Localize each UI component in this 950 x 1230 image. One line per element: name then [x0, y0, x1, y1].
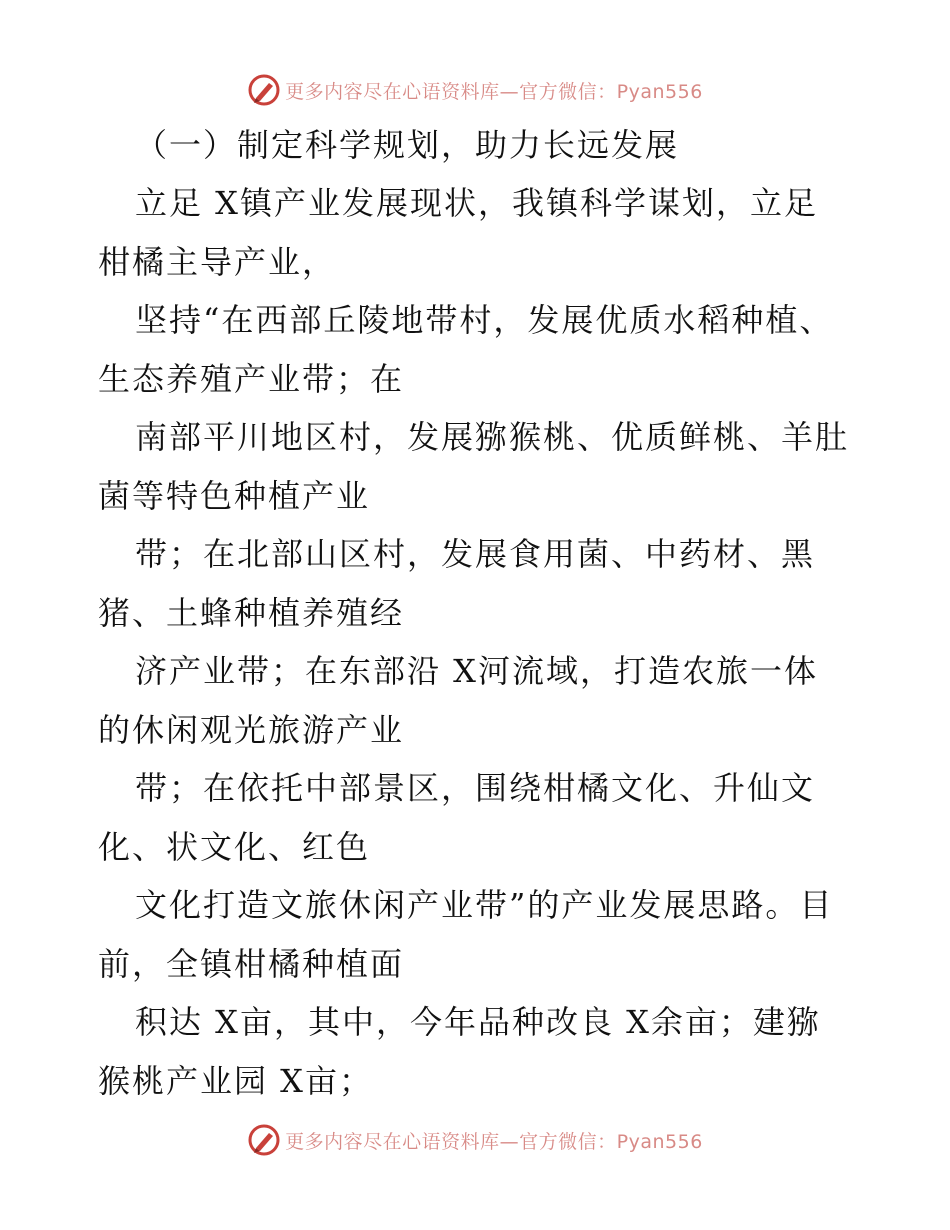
watermark-text: 更多内容尽在心语资料库—官方微信：Pyan556: [285, 1130, 703, 1153]
paragraph-line: 带；在北部山区村，发展食用菌、中药材、黑: [135, 535, 816, 573]
paragraph-line: 立足 X镇产业发展现状，我镇科学谋划，立足: [135, 184, 818, 222]
paragraph-line: 南部平川地区村，发展猕猴桃、优质鲜桃、羊肚: [135, 418, 850, 456]
watermark-header: [0, 70, 950, 110]
watermark-text: 更多内容尽在心语资料库—官方微信：Pyan556: [285, 80, 703, 103]
paragraph-line: 前，全镇柑橘种植面: [98, 945, 405, 983]
paragraph-line: 积达 X亩，其中，今年品种改良 X余亩；建猕: [135, 1003, 821, 1041]
paragraph-line: 猪、土蜂种植养殖经: [98, 594, 405, 632]
paragraph-line: 菌等特色种植产业: [98, 477, 371, 515]
section-heading: （一）制定科学规划，助力长远发展: [135, 126, 680, 164]
paragraph-line: 带；在依托中部景区，围绕柑橘文化、升仙文: [135, 769, 816, 807]
paragraph-line: 猴桃产业园 X亩；: [98, 1062, 373, 1100]
paragraph-line: 生态养殖产业带；在: [98, 360, 405, 398]
paragraph-line: 济产业带；在东部沿 X河流域，打造农旅一体: [135, 652, 818, 690]
paragraph-line: 坚持“在西部丘陵地带村，发展优质水稻种植、: [135, 301, 834, 339]
pen-logo-icon: [247, 73, 281, 107]
paragraph-line: 化、状文化、红色: [98, 828, 371, 866]
pen-logo-icon: [247, 1123, 281, 1157]
watermark-footer: [0, 1120, 950, 1160]
paragraph-line: 柑橘主导产业，: [98, 243, 337, 281]
paragraph-line: 文化打造文旅休闲产业带”的产业发展思路。目: [135, 886, 834, 924]
paragraph-line: 的休闲观光旅游产业: [98, 711, 405, 749]
